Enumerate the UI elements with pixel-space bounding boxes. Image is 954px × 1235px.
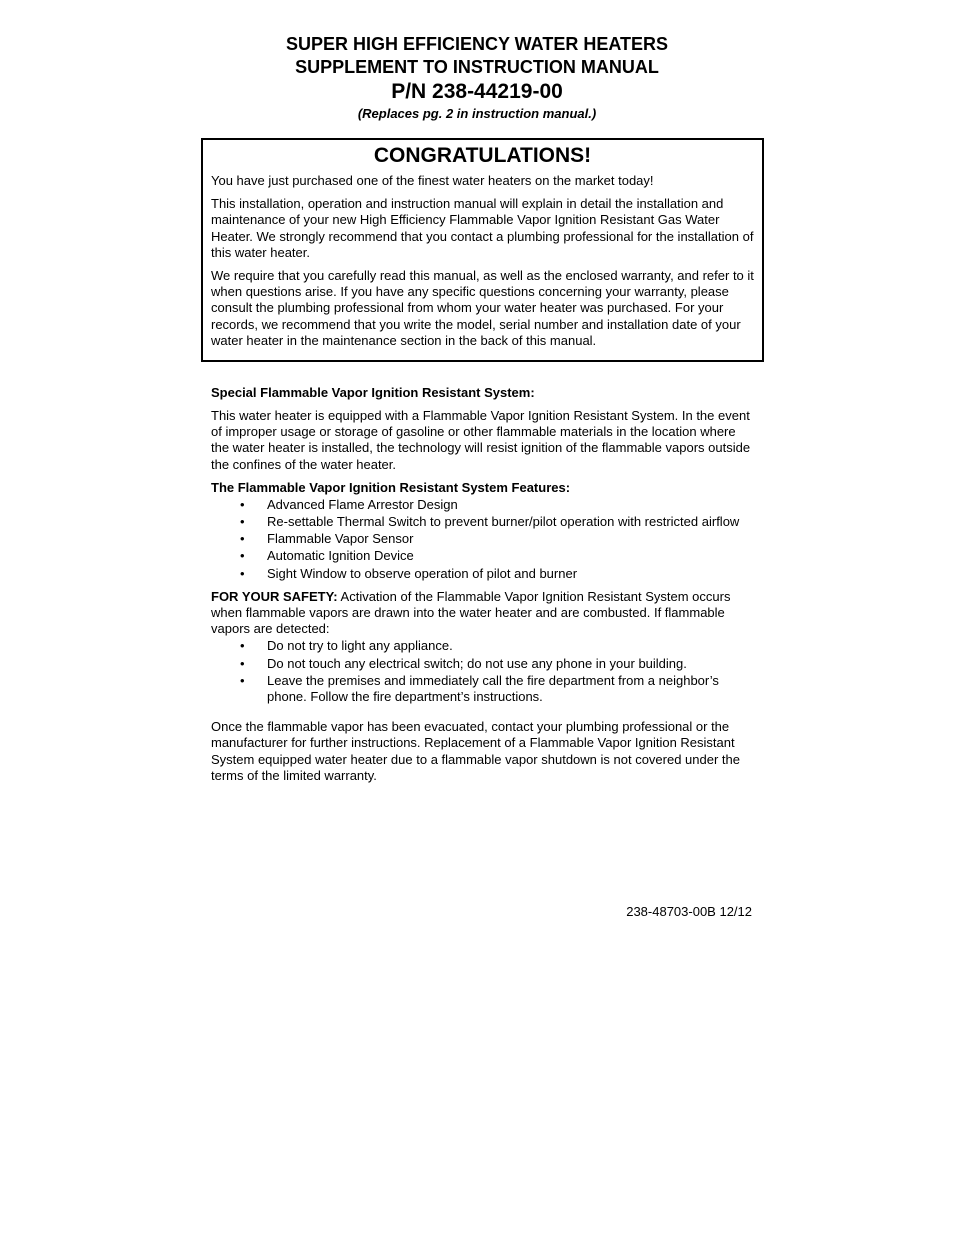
header-title-line2: SUPPLEMENT TO INSTRUCTION MANUAL [295,57,659,77]
bullet-icon: • [240,565,245,581]
bullet-icon: • [240,548,245,564]
bullet-icon: • [240,531,245,547]
feature-text: Automatic Ignition Device [267,548,414,564]
features-list [211,497,751,582]
bullet-icon: • [240,672,245,688]
list-item [211,673,751,705]
list-item [211,497,751,513]
congratulations-box [201,138,764,362]
document-code: 238-48703-00B 12/12 [626,904,752,919]
list-item [211,514,751,530]
safety-label: FOR YOUR SAFETY: [211,588,338,604]
document-header [0,33,954,123]
congratulations-title: CONGRATULATIONS! [373,144,592,167]
list-item [211,531,751,547]
safety-item-text: Do not try to light any appliance. [267,638,453,654]
part-number: P/N 238-44219-00 [391,80,563,103]
safety-paragraph [211,589,751,638]
features-heading: The Flammable Vapor Ignition Resistant System Features: [211,479,571,495]
feature-text: Re-settable Thermal Switch to prevent burner/pilot operation with restricted airflow [267,514,740,530]
system-heading: Special Flammable Vapor Ignition Resistant System: [211,385,535,400]
list-item [211,566,751,582]
bullet-icon: • [240,496,245,512]
header-title-line1: SUPER HIGH EFFICIENCY WATER HEATERS [285,34,669,54]
feature-text: Advanced Flame Arrestor Design [267,496,458,512]
replaces-note: (Replaces pg. 2 in instruction manual.) [357,106,597,121]
safety-item-text: Do not touch any electrical switch; do not use any phone in your building. [267,655,687,671]
bullet-icon: • [240,638,245,654]
bullet-icon: • [240,655,245,671]
safety-text: Activation of the Flammable Vapor Ignition Resistant System occurs when flammable vapors are drawn into the water heater and are combusted. If flammable vapors are detected: [211,588,731,637]
list-item [211,656,751,672]
bullet-icon: • [240,514,245,530]
safety-list [211,638,751,705]
feature-text: Sight Window to observe operation of pilot and burner [267,565,578,581]
list-item [211,548,751,564]
main-body [211,385,751,791]
feature-text: Flammable Vapor Sensor [267,531,414,547]
system-paragraph: This water heater is equipped with a Flammable Vapor Ignition Resistant System. In the event of improper usage or storage of gasoline or other flammable materials in the location where the water heater is installed, the technology will resist ignition of the flammable vapors outside the confines of the water heater. [211,408,751,472]
list-item [211,638,751,654]
closing-paragraph: Once the flammable vapor has been evacuated, contact your plumbing professional or the manufacturer for further instructions. Replacement of a Flammable Vapor Ignition Resistant System equipped water heater due to a flammable vapor shutdown is not covered under the terms of the limited warranty. [211,719,740,783]
congratulations-paragraph-2: This installation, operation and instruction manual will explain in detail the installation and maintenance of your new High Efficiency Flammable Vapor Ignition Resistant Gas Water Heater. We strongly recommend that you contact a plumbing professional for the installation of this water heater. [211,196,754,260]
congratulations-paragraph-3: We require that you carefully read this manual, as well as the enclosed warranty, and refer to it when questions arise. If you have any specific questions concerning your warranty, please consult the plumbing professional from whom your water heater was purchased. For your records, we recommend that you write the model, serial number and installation date of your water heater in the maintenance section in the back of this manual. [211,268,754,348]
safety-item-text: Leave the premises and immediately call the fire department from a neighbor’s phone. Follow the fire department’s instructions. [267,672,719,705]
congratulations-paragraph-1: You have just purchased one of the finest water heaters on the market today! [211,173,654,188]
